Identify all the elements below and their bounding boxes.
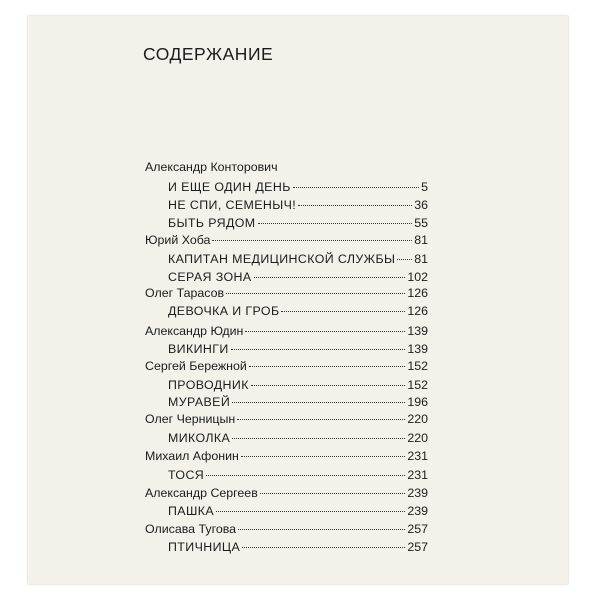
- toc-author: [145, 322, 428, 340]
- author-page-number: 81: [414, 233, 428, 247]
- story-page-number: 5: [421, 180, 428, 194]
- toc-story: [168, 376, 428, 394]
- author-page-number: 220: [407, 412, 428, 426]
- dot-leader: [298, 205, 412, 206]
- toc-story: [168, 393, 428, 411]
- author-page-number: 239: [407, 486, 428, 500]
- toc-story: [168, 302, 428, 320]
- dot-leader: [232, 402, 405, 403]
- story-title: ТОСЯ: [168, 468, 205, 482]
- author-name: Михаил Афонин: [145, 449, 239, 463]
- story-title: СЕРАЯ ЗОНА: [168, 270, 252, 284]
- story-title: БЫТЬ РЯДОМ: [168, 216, 256, 230]
- story-page-number: 257: [407, 540, 428, 554]
- author-page-number: 139: [407, 324, 428, 338]
- story-title: МУРАВЕЙ: [168, 395, 231, 409]
- toc-story: [168, 250, 428, 268]
- dot-leader: [232, 438, 405, 439]
- author-name: Сергей Бережной: [145, 359, 247, 373]
- dot-leader: [212, 240, 412, 241]
- author-name: Юрий Хоба: [145, 233, 211, 247]
- dot-leader: [254, 277, 406, 278]
- dot-leader: [249, 366, 405, 367]
- toc-story: [168, 340, 428, 358]
- story-page-number: 231: [407, 468, 428, 482]
- author-name: Александр Конторович: [145, 160, 278, 174]
- story-title: МИКОЛКА: [168, 431, 231, 445]
- dot-leader: [251, 385, 405, 386]
- author-page-number: 152: [407, 359, 428, 373]
- story-page-number: 81: [414, 252, 428, 266]
- toc-author: [145, 447, 428, 465]
- dot-leader: [241, 456, 405, 457]
- dot-leader: [237, 419, 405, 420]
- author-page-number: 126: [407, 286, 428, 300]
- story-title: ПТИЧНИЦА: [168, 540, 241, 554]
- story-page-number: 220: [407, 431, 428, 445]
- page-title: СОДЕРЖАНИЕ: [143, 44, 274, 64]
- toc-author: [145, 357, 428, 375]
- dot-leader: [238, 529, 405, 530]
- toc-author: [145, 484, 428, 502]
- toc-story: [168, 178, 428, 196]
- dot-leader: [226, 293, 405, 294]
- dot-leader: [258, 223, 413, 224]
- story-title: ПРОВОДНИК: [168, 378, 249, 392]
- dot-leader: [231, 349, 406, 350]
- toc-author: [145, 410, 428, 428]
- author-name: Олисава Тугова: [145, 522, 237, 536]
- story-page-number: 239: [407, 504, 428, 518]
- dot-leader: [216, 511, 405, 512]
- dot-leader: [242, 547, 405, 548]
- author-page-number: 257: [407, 522, 428, 536]
- toc-story: [168, 214, 428, 232]
- author-name: Олег Тарасов: [145, 286, 225, 300]
- dot-leader: [245, 331, 405, 332]
- author-name: Александр Юдин: [145, 324, 244, 338]
- toc-story: [168, 429, 428, 447]
- story-title: КАПИТАН МЕДИЦИНСКОЙ СЛУЖБЫ: [168, 252, 396, 266]
- dot-leader: [293, 187, 419, 188]
- author-page-number: 231: [407, 449, 428, 463]
- story-title: ПАШКА: [168, 504, 215, 518]
- story-page-number: 126: [407, 304, 428, 318]
- toc-story: [168, 196, 428, 214]
- story-page-number: 152: [407, 378, 428, 392]
- story-page-number: 36: [414, 198, 428, 212]
- toc-author: [145, 158, 428, 176]
- story-title: ВИКИНГИ: [168, 342, 229, 356]
- toc-story: [168, 538, 428, 556]
- dot-leader: [260, 493, 406, 494]
- author-name: Олег Черницын: [145, 412, 236, 426]
- story-title: ДЕВОЧКА И ГРОБ: [168, 304, 280, 318]
- toc-author: [145, 284, 428, 302]
- toc-story: [168, 466, 428, 484]
- toc-author: [145, 231, 428, 249]
- story-title: И ЕЩЕ ОДИН ДЕНЬ: [168, 180, 291, 194]
- story-page-number: 196: [407, 395, 428, 409]
- dot-leader: [281, 311, 405, 312]
- toc-author: [145, 520, 428, 538]
- author-name: Александр Сергеев: [145, 486, 258, 500]
- dot-leader: [206, 475, 405, 476]
- story-page-number: 55: [414, 216, 428, 230]
- story-page-number: 139: [407, 342, 428, 356]
- story-title: НЕ СПИ, СЕМЕНЫЧ!: [168, 198, 297, 212]
- dot-leader: [397, 259, 412, 260]
- story-page-number: 102: [407, 270, 428, 284]
- toc-story: [168, 502, 428, 520]
